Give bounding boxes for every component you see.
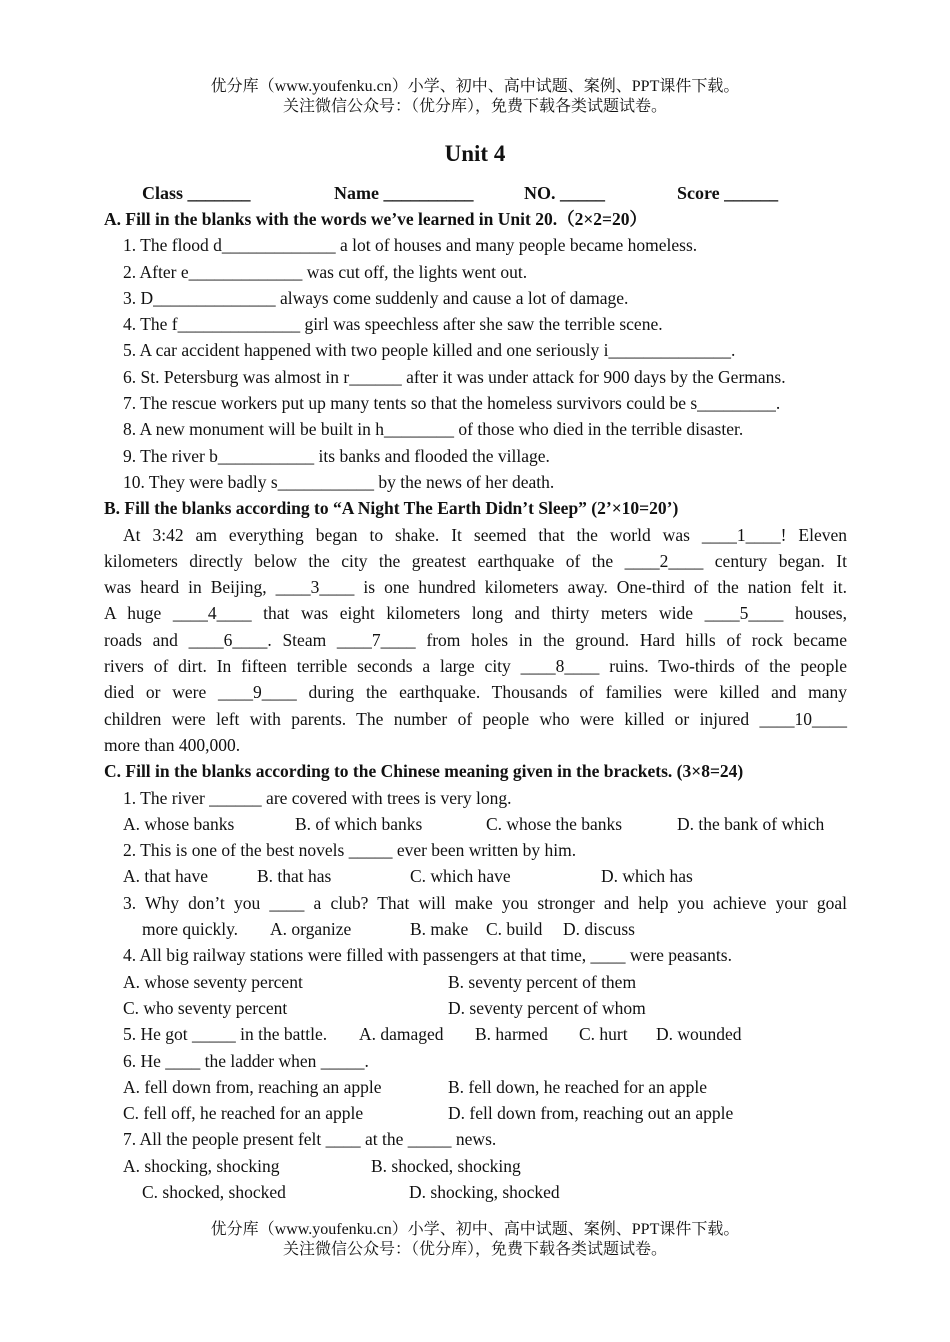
option: C. build [486,919,543,940]
question-options [104,811,847,837]
option: A. damaged [359,1024,444,1045]
option: C. fell off, he reached for an apple [123,1103,364,1124]
name-field: Name __________ [334,183,474,203]
question-options [104,863,847,889]
question-stem: 6. He ____ the ladder when _____. [123,1050,369,1071]
option: B. fell down, he reached for an apple [448,1076,707,1097]
banner-line-2: 关注微信公众号：（优分库），免费下载各类试题试卷。 [282,98,667,115]
option: A. that have [123,866,209,887]
question-options [104,995,847,1021]
passage-line: kilometers directly below the city the greatest earthquake of the ____2____ century began. It [104,550,847,571]
question-stem: 4. All big railway stations were filled with passengers at that time, ____ were peasants. [123,945,732,966]
passage-line: died or were ____9____ during the earthquake. Thousands of families were killed and many [104,682,847,703]
option: D. seventy percent of whom [448,997,646,1018]
section-b-heading: B. Fill the blanks according to “A Night The Earth Didn’t Sleep” (2’×10=20’) [104,498,679,519]
banner-line-1: 优分库（www.youfenku.cn）小学、初中、高中试题、案例、PPT课件下载。 [210,1221,740,1238]
question-stem: 2. This is one of the best novels _____ ever been written by him. [123,840,577,861]
section-a-item: 7. The rescue workers put up many tents so that the homeless survivors could be s_________. [123,393,781,414]
student-info-row [104,180,847,206]
option: C. shocked, shocked [142,1181,286,1202]
option: D. wounded [656,1024,742,1045]
option: A. organize [270,919,352,940]
question-stem-with-options [104,1021,847,1047]
question-options [104,1153,847,1179]
exam-content [104,180,847,1205]
question-options [104,1179,847,1205]
question-options [104,1100,847,1126]
section-a-item: 2. After e_____________ was cut off, the lights went out. [123,261,528,282]
option: A. whose seventy percent [123,971,303,992]
passage-line: At 3:42 am everything began to shake. It seemed that the world was ____1____! Eleven [123,524,847,545]
option: B. seventy percent of them [448,971,637,992]
option: A. fell down from, reaching an apple [123,1076,382,1097]
question-stem: 1. The river ______ are covered with trees is very long. [123,787,512,808]
passage-line: rivers of dirt. In fifteen terrible seconds a large city ____8____ ruins. Two-thirds of the people [104,656,847,677]
question-stem: 7. All the people present felt ____ at the _____ news. [123,1129,497,1150]
section-a-item: 9. The river b___________ its banks and flooded the village. [123,445,550,466]
option: D. which has [601,866,693,887]
question-options [104,969,847,995]
section-a-item: 4. The f______________ girl was speechless after she saw the terrible scene. [123,314,663,335]
section-a-heading: A. Fill in the blanks with the words we’ve learned in Unit 20.（2×2=20） [104,209,648,229]
option: B. that has [257,866,332,887]
question-options [104,1074,847,1100]
option: D. shocking, shocked [409,1181,560,1202]
question-options [104,916,847,942]
option: A. whose banks [123,813,235,834]
section-c-heading: C. Fill in the blanks according to the Chinese meaning given in the brackets. (3×8=24) [104,761,744,782]
option: A. shocking, shocking [123,1155,280,1176]
class-field: Class _______ [142,183,251,203]
question-stem: 5. He got _____ in the battle. [123,1024,328,1045]
passage-line: more than 400,000. [104,734,241,755]
banner-line-1: 优分库（www.youfenku.cn）小学、初中、高中试题、案例、PPT课件下载。 [210,78,740,95]
passage-line: children were left with parents. The number of people who were killed or injured ____10____ [104,708,847,729]
option: D. the bank of which [677,813,825,834]
passage-line: roads and ____6____. Steam ____7____ from holes in the ground. Hard hills of rock became [104,629,847,650]
banner-line-2: 关注微信公众号：（优分库），免费下载各类试题试卷。 [282,1241,667,1258]
header-banner [0,77,950,117]
section-a-item: 6. St. Petersburg was almost in r______ after it was under attack for 900 days by the Germans. [123,366,786,387]
footer-banner [0,1220,950,1260]
page-title: Unit 4 [444,141,506,166]
section-a-item: 3. D______________ always come suddenly and cause a lot of damage. [123,287,629,308]
section-a-item: 5. A car accident happened with two people killed and one seriously i______________. [123,340,736,361]
option: C. hurt [579,1024,628,1045]
option: B. of which banks [295,813,423,834]
passage-line: A huge ____4____ that was eight kilometers long and thirty meters wide ____5____ houses, [104,603,847,624]
no-field: NO. _____ [524,183,605,203]
section-a-item: 10. They were badly s___________ by the news of her death. [123,471,555,492]
option: B. shocked, shocking [371,1155,521,1176]
option: B. make [410,919,469,940]
question-stem: 3. Why don’t you ____ a club? That will make you stronger and help you achieve your goal [123,892,847,913]
section-a-item: 1. The flood d_____________ a lot of houses and many people became homeless. [123,235,698,256]
option: B. harmed [475,1024,548,1045]
question-stem-continued: more quickly. [142,919,239,940]
option: D. discuss [563,919,635,940]
passage-line: was heard in Beijing, ____3____ is one hundred kilometers away. One-third of the nation felt it. [104,577,847,598]
option: D. fell down from, reaching out an apple [448,1103,734,1124]
option: C. whose the banks [486,813,623,834]
score-field: Score ______ [677,183,779,203]
option: C. who seventy percent [123,997,288,1018]
section-a-item: 8. A new monument will be built in h________ of those who died in the terrible disaster. [123,419,744,440]
option: C. which have [410,866,511,887]
